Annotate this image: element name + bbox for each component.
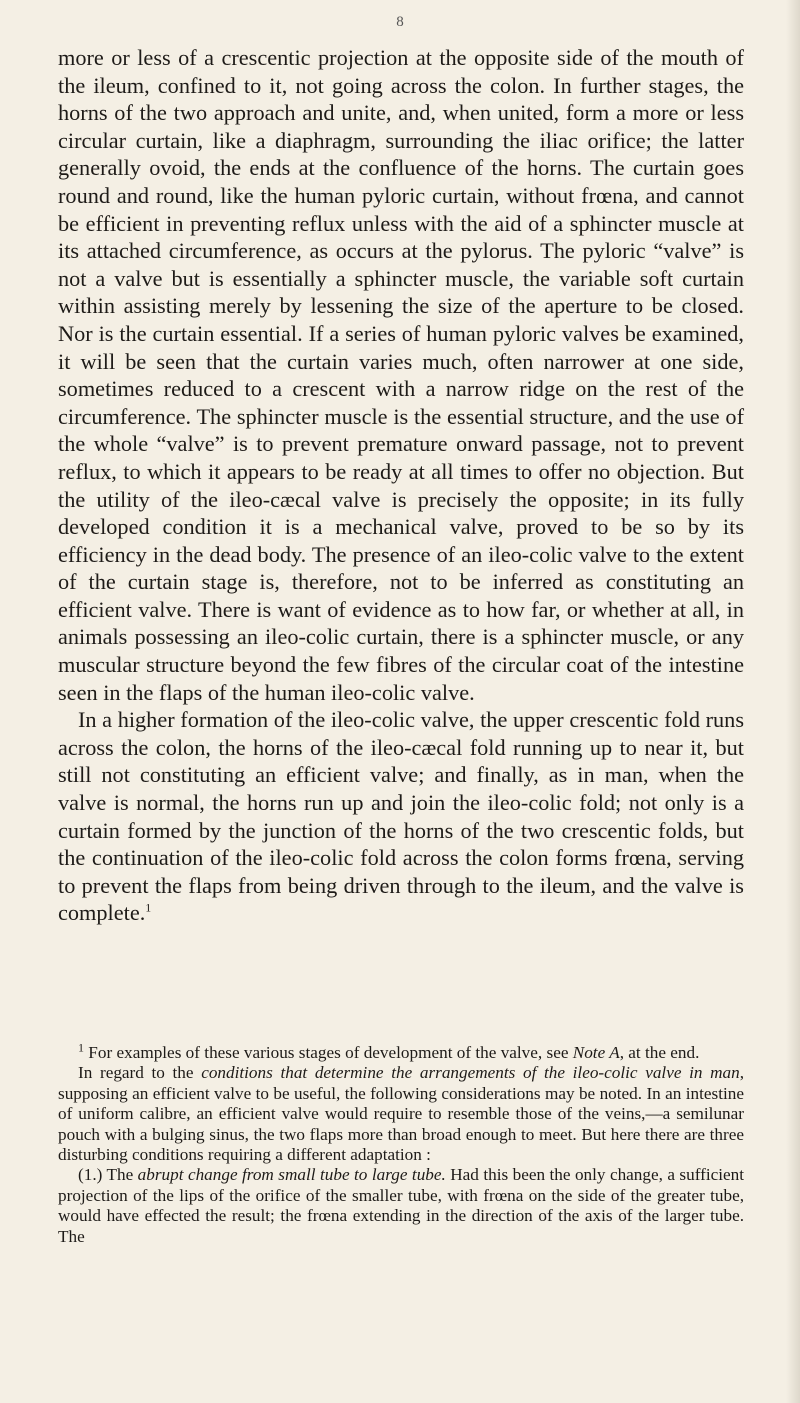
footnote-1: $^1$ For examples of these various stages of development of the valve, see Note A, at the end. [78, 1040, 700, 1062]
footnote-paragraph-2: In regard to the conditions that determine the arrangements of the ileo-colic valve in man, supposing an efficient valve to be useful, the following considerations may be noted. In an intestine of uniform calibre, an efficient valve would require to resemble those of the veins,—a semilunar pouch with a bulging sinus, the two flaps more than broad enough to meet. But here there are three disturbing conditions requiring a different adaptation : [58, 1063, 745, 1165]
paragraph-2-text: In a higher formation of the ileo-colic valve, the upper crescentic fold runs across the colon, the horns of the ileo-cæcal fold running up to near it, but still not constituting an efficient valve; and finally, as in man, when the valve is normal, the horns run up and join the ileo-colic fold; not only is a curtain formed by the junction of the horns of the two crescentic folds, but the continuation of the ileo-colic fold across the colon forms frœna, serving to prevent the flaps from being driven through to the ileum, and the valve is complete. [58, 707, 744, 926]
footnote-paragraph-3: (1.) The abrupt change from small tube to large tube. Had this been the only change, a sufficient projection of the lips of the orifice of the smaller tube, with frœna on the side of the greater tube, would have effected the result; the frœna extending in the direction of the axis of the larger tube. The [58, 1165, 745, 1246]
page-number: 8 [396, 14, 404, 30]
footnote-marker: 1 [78, 1040, 84, 1055]
footnotes [58, 1040, 745, 1247]
paragraph-1: more or less of a crescentic projection at the opposite side of the mouth of the ileum, confined to it, not going across the colon. In further stages, the horns of the two approach and unite, and, when united, form a more or less circular curtain, like a diaphragm, surrounding the iliac orifice; the latter generally ovoid, the ends at the confluence of the horns. The curtain goes round and round, like the human pyloric curtain, without frœna, and cannot be efficient in preventing reflux unless with the aid of a sphincter muscle at its attached circumference, as occurs at the pylorus. The pyloric “valve” is not a valve but is essentially a sphincter muscle, the variable soft curtain within assisting merely by lessening the size of the aperture to be closed. Nor is the curtain essential. If a series of human pyloric valves be examined, it will be seen that the curtain varies much, often narrower at one side, sometimes reduced to a crescent with a narrow ridge on the rest of the circumference. The sphincter muscle is the essential structure, and the use of the whole “valve” is to prevent premature onward passage, not to prevent reflux, to which it appears to be ready at all times to offer no objection. But the utility of the ileo-cæcal valve is precisely the opposite; in its fully developed condition it is a mechanical valve, proved to be so by its efficiency in the dead body. The presence of an ileo-colic valve to the extent of the curtain stage is, therefore, not to be inferred as constituting an efficient valve. There is want of evidence as to how far, or whether at all, in animals possessing an ileo-colic curtain, there is a sphincter muscle, or any muscular structure beyond the few fibres of the circular coat of the intestine seen in the flaps of the human ileo-colic valve. [58, 45, 744, 705]
footnote-ref: 1 [145, 900, 152, 915]
main-text [58, 44, 744, 927]
paragraph-2 [58, 706, 744, 927]
note-a-ref: Note A [572, 1043, 620, 1062]
page-edge-shadow [786, 0, 800, 1403]
